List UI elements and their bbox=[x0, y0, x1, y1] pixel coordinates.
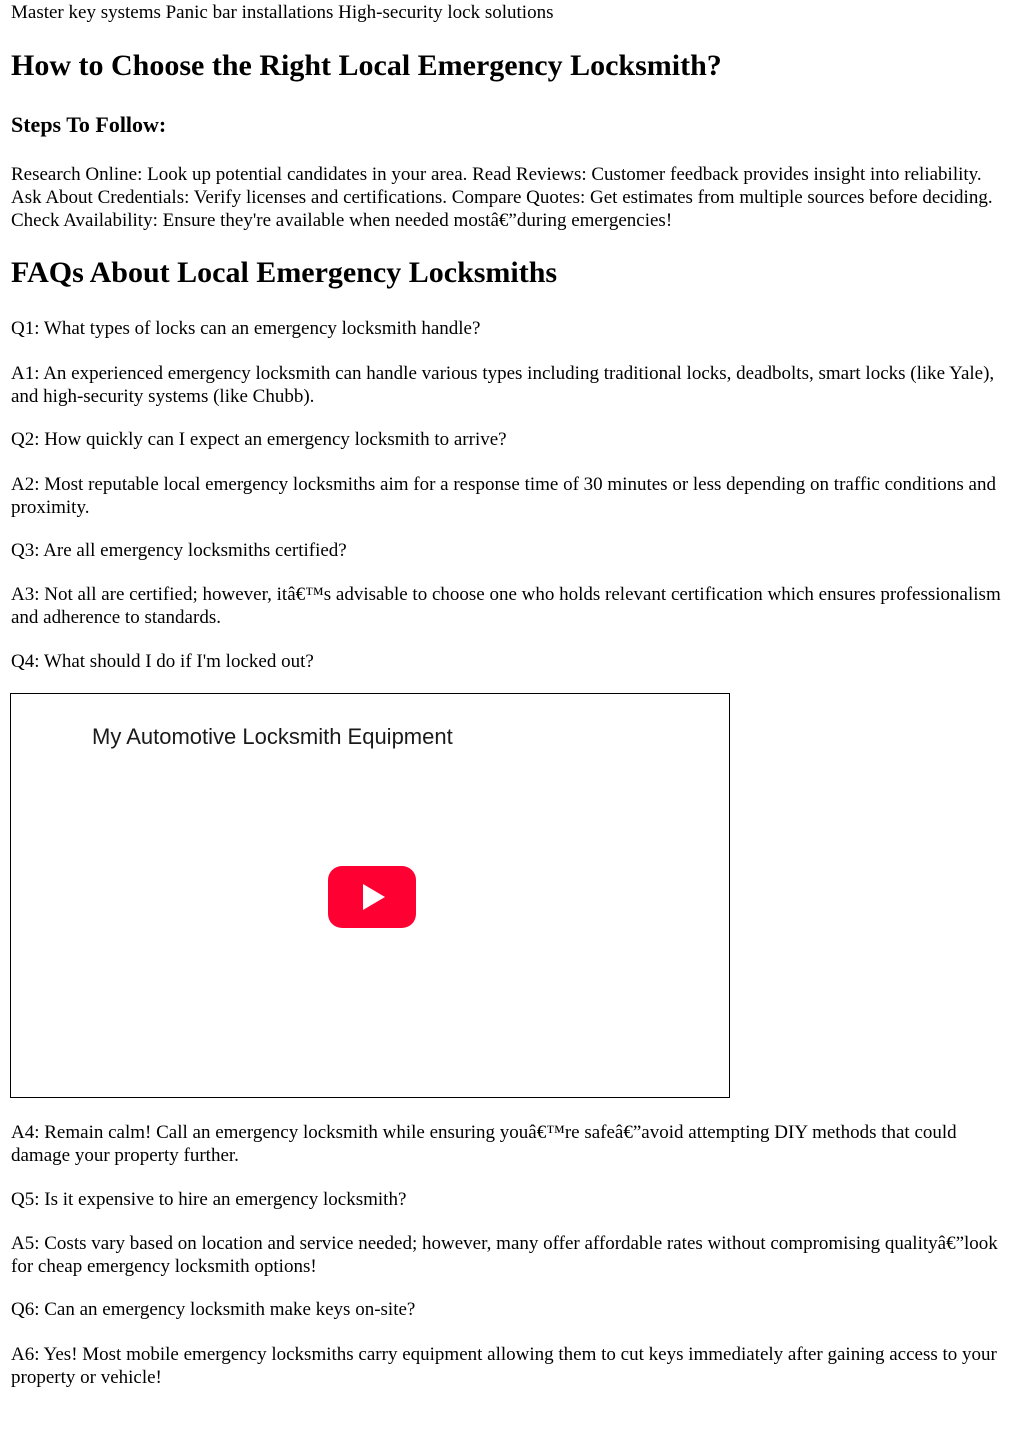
faq-answer-4: A4: Remain calm! Call an emergency locksmith while ensuring youâ€™re safeâ€”avoid attempting DIY methods that could damage your property further. bbox=[11, 1122, 957, 1166]
steps-paragraph: Research Online: Look up potential candidates in your area. Read Reviews: Customer feedback provides insight into reliability. Ask About Credentials: Verify licenses and certifications. Compare Quotes: Get estimates from multiple sources before deciding. Check Availability: Ensure they're available when needed mostâ€”during emergencies! bbox=[11, 164, 993, 231]
faq-answer-2: A2: Most reputable local emergency locksmiths aim for a response time of 30 minutes or less depending on traffic conditions and proximity. bbox=[11, 474, 996, 518]
faq-question-4: Q4: What should I do if I'm locked out? bbox=[11, 651, 314, 672]
video-title[interactable]: My Automotive Locksmith Equipment bbox=[92, 724, 453, 749]
faq-answer-1: A1: An experienced emergency locksmith can handle various types including traditional locks, deadbolts, smart locks (like Yale), and high-security systems (like Chubb). bbox=[11, 363, 995, 407]
faq-answer-5: A5: Costs vary based on location and service needed; however, many offer affordable rates without compromising qualityâ€”look for cheap emergency locksmith options! bbox=[11, 1233, 998, 1277]
faq-heading: FAQs About Local Emergency Locksmiths bbox=[11, 256, 558, 289]
steps-heading: Steps To Follow: bbox=[11, 112, 167, 137]
video-play-button[interactable] bbox=[328, 866, 416, 928]
faq-question-2: Q2: How quickly can I expect an emergency locksmith to arrive? bbox=[11, 429, 507, 450]
faq-question-1: Q1: What types of locks can an emergency locksmith handle? bbox=[11, 318, 481, 339]
faq-answer-6: A6: Yes! Most mobile emergency locksmiths carry equipment allowing them to cut keys immediately after gaining access to your property or vehicle! bbox=[11, 1344, 997, 1388]
faq-question-3: Q3: Are all emergency locksmiths certified? bbox=[11, 540, 347, 561]
embedded-video[interactable] bbox=[10, 693, 730, 1098]
youtube-play-icon bbox=[328, 866, 416, 928]
faq-question-5: Q5: Is it expensive to hire an emergency locksmith? bbox=[11, 1189, 407, 1210]
faq-question-6: Q6: Can an emergency locksmith make keys on-site? bbox=[11, 1299, 416, 1320]
faq-answer-3: A3: Not all are certified; however, itâ€™s advisable to choose one who holds relevant certification which ensures professionalism and adherence to standards. bbox=[11, 584, 1001, 628]
main-heading: How to Choose the Right Local Emergency Locksmith? bbox=[11, 49, 722, 82]
service-list-line: Master key systems Panic bar installations High-security lock solutions bbox=[11, 2, 554, 23]
